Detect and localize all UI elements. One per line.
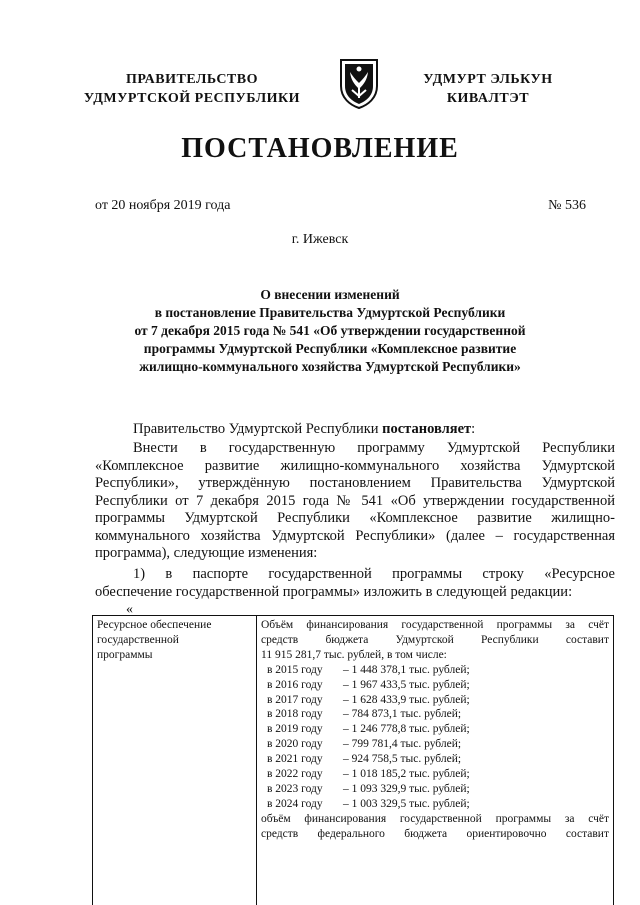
opening-quote: « <box>126 602 133 617</box>
year-amount: – 799 781,4 тыс. рублей; <box>343 738 462 751</box>
item-1-paragraph <box>95 566 615 601</box>
year-amount: – 1 093 329,9 тыс. рублей; <box>343 782 470 795</box>
value-line: средств федерального бюджета ориентировочно составит <box>261 827 609 840</box>
year-row <box>261 722 609 737</box>
value-line: средств бюджета Удмуртской Республики составит <box>261 633 609 646</box>
year-row <box>261 767 609 782</box>
document-title: ПОСТАНОВЛЕНИЕ <box>181 133 459 164</box>
year-amount: – 1 246 778,8 тыс. рублей; <box>343 723 470 736</box>
year-row <box>261 693 609 708</box>
year-amount: – 924 758,5 тыс. рублей; <box>343 753 462 766</box>
value-line: объём финансирования государственной программы за счёт <box>261 812 609 825</box>
row-label-line: Ресурсное обеспечение <box>97 619 212 631</box>
header-line: УДМУРТСКОЙ РЕСПУБЛИКИ <box>83 91 301 106</box>
value-line: 11 915 281,7 тыс. рублей, в том числе: <box>261 648 447 661</box>
row-label-line: программы <box>97 648 153 661</box>
year-row <box>261 797 609 812</box>
year-label: в 2017 году <box>267 693 323 706</box>
year-label: в 2024 году <box>267 797 323 810</box>
document-city: г. Ижевск <box>291 232 349 247</box>
year-row <box>261 663 609 678</box>
government-header-russian <box>82 70 302 108</box>
document-date: от 20 ноября 2019 года <box>95 198 231 213</box>
subject-line: в постановление Правительства Удмуртской Республики <box>154 305 506 320</box>
year-label: в 2016 году <box>267 678 323 691</box>
government-header-udmurt <box>408 70 568 108</box>
amend-paragraph <box>95 440 615 563</box>
amend-line: Внести в государственную программу Удмуртской Республики <box>133 440 615 456</box>
year-row <box>261 782 609 797</box>
year-label: в 2019 году <box>267 723 323 736</box>
amend-line: коммунального хозяйства Удмуртской Республики» (далее – государственная <box>95 527 615 544</box>
intro-verb: постановляет <box>382 421 472 437</box>
year-row <box>261 678 609 693</box>
year-label: в 2022 году <box>267 768 323 781</box>
udmurt-coat-of-arms-icon <box>336 56 382 110</box>
subject-line: О внесении изменений <box>260 287 400 302</box>
amend-line: Республики», утверждённую постановлением Правительства Удмуртской <box>95 475 615 491</box>
amend-line: программа), следующие изменения: <box>95 545 318 561</box>
year-label: в 2018 году <box>267 708 323 721</box>
year-amount: – 1 003 329,5 тыс. рублей; <box>343 797 470 810</box>
table-row-value <box>261 618 609 842</box>
year-amount: – 1 628 433,9 тыс. рублей; <box>343 693 470 706</box>
amend-line: программы Удмуртской Республики «Комплексное развитие жилищно- <box>95 510 615 526</box>
year-label: в 2015 году <box>267 663 323 676</box>
year-label: в 2021 году <box>267 753 323 766</box>
table-column-divider <box>256 616 257 905</box>
year-row <box>261 707 609 722</box>
item-1-line: обеспечение государственной программы» изложить в следующей редакции: <box>95 583 573 600</box>
header-line: КИВАЛТЭТ <box>446 91 530 106</box>
intro-colon: : <box>471 421 476 437</box>
year-amount: – 1 018 185,2 тыс. рублей; <box>343 768 470 781</box>
value-line: Объём финансирования государственной программы за счёт <box>261 619 609 631</box>
year-label: в 2020 году <box>267 738 323 751</box>
row-label-line: государственной <box>97 633 179 646</box>
document-subject <box>90 286 570 376</box>
intro-text: Правительство Удмуртской Республики <box>133 421 383 437</box>
amend-line: Республики от 7 декабря 2015 года № 541 «Об утверждении государственной <box>95 492 615 509</box>
intro-paragraph <box>95 421 615 439</box>
resource-table <box>92 615 614 905</box>
subject-line: от 7 декабря 2015 года № 541 «Об утверждении государственной <box>134 323 526 338</box>
year-label: в 2023 году <box>267 782 323 795</box>
year-row <box>261 752 609 767</box>
year-amount: – 1 448 378,1 тыс. рублей; <box>343 663 470 676</box>
header-line: ПРАВИТЕЛЬСТВО <box>126 72 258 87</box>
header-line: УДМУРТ ЭЛЬКУН <box>423 72 553 87</box>
document-number: № 536 <box>548 198 586 213</box>
year-amount: – 784 873,1 тыс. рублей; <box>343 708 462 721</box>
amend-line: «Комплексное развитие жилищно-коммунального хозяйства Удмуртской <box>95 457 615 474</box>
table-row-label <box>97 618 252 663</box>
subject-line: жилищно-коммунального хозяйства Удмуртской Республики» <box>139 359 521 374</box>
item-1-line: 1) в паспорте государственной программы строку «Ресурсное <box>133 566 615 582</box>
year-amount: – 1 967 433,5 тыс. рублей; <box>343 678 470 691</box>
subject-line: программы Удмуртской Республики «Комплексное развитие <box>143 341 517 356</box>
year-row <box>261 737 609 752</box>
